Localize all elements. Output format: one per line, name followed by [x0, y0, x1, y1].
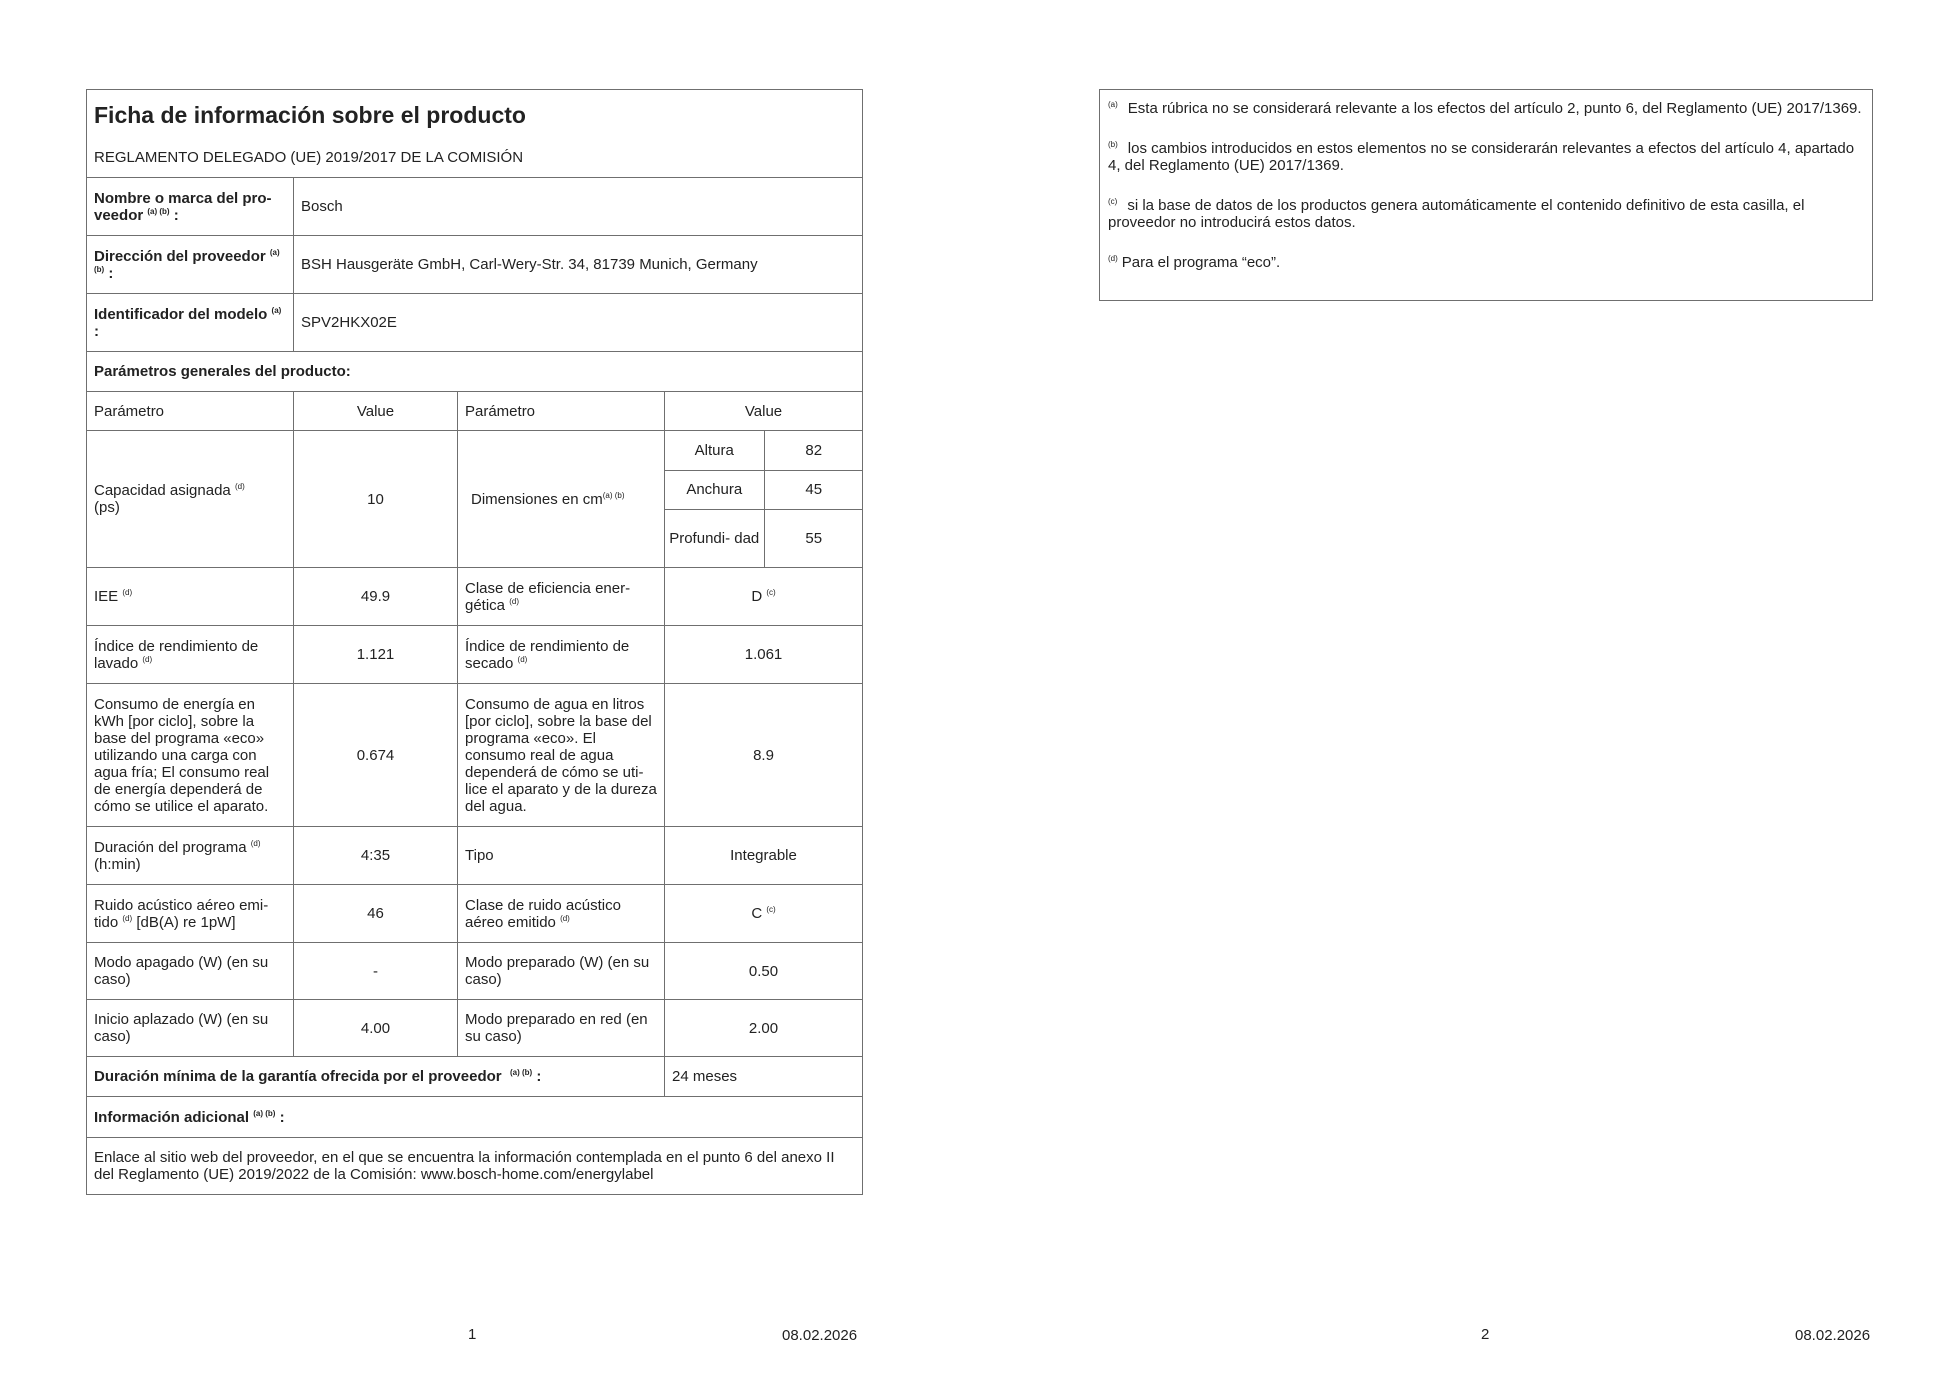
energy-class-label: Clase de eficiencia ener- gética $^{(d)}$ [458, 568, 665, 626]
capacity-label: Capacidad asignada $^{(d)}$ (ps) [87, 431, 294, 568]
date-1: 08.02.2026 [782, 1327, 858, 1344]
wash-index-value: 1.121 [294, 626, 458, 684]
supplier-label: Nombre o marca del pro- veedor $^{(a) (b)}$ : [87, 178, 294, 236]
standby-value: 0.50 [665, 943, 863, 1000]
address-label: Dirección del proveedor $^{(a) (b)}$ : [87, 236, 294, 294]
product-info-table [86, 89, 863, 1195]
water-consumption-value: 8.9 [665, 684, 863, 827]
energy-class-value: D $^{(c)}$ [665, 568, 863, 626]
col-header-param-2: Parámetro [458, 392, 665, 431]
type-value: Integrable [665, 827, 863, 885]
sheet-title: Ficha de información sobre el producto [94, 101, 526, 128]
col-header-param-1: Parámetro [87, 392, 294, 431]
dimensions-label: Dimensiones en $cm^{(a) (b)}$ [458, 431, 665, 568]
address-value: BSH Hausgeräte GmbH, Carl-Wery-Str. 34, 81739 Munich, Germany [294, 236, 863, 294]
footnote-a: $^{(a)}$ Esta rúbrica no se considerará relevante a los efectos del artículo 2, punto 6, del Reglamento (UE) 2017/1369. [1108, 100, 1862, 117]
iee-value: 49.9 [294, 568, 458, 626]
energy-consumption-label: Consumo de energía en kWh [por ciclo], sobre la base del programa «eco» utilizando una carga con agua fría; El consumo real de energía dependerá de cómo se utilice el aparato. [87, 684, 294, 827]
dimensions-values [665, 431, 863, 568]
network-standby-value: 2.00 [665, 1000, 863, 1057]
depth-label: Profundi- dad [665, 509, 764, 567]
water-consumption-label: Consumo de agua en litros [por ciclo], sobre la base del programa «eco». El consumo real de agua dependerá de cómo se uti- lice el aparato y de la dureza del agua. [458, 684, 665, 827]
wash-index-label: Índice de rendimiento de lavado $^{(d)}$ [87, 626, 294, 684]
iee-label: IEE $^{(d)}$ [87, 568, 294, 626]
date-2: 08.02.2026 [1795, 1327, 1871, 1344]
duration-label: Duración del programa $^{(d)}$ (h:min) [87, 827, 294, 885]
noise-label: Ruido acústico aéreo emi- tido $^{(d)}$ [dB(A) re 1pW] [87, 885, 294, 943]
noise-class-label: Clase de ruido acústico aéreo emitido $^{(d)}$ [458, 885, 665, 943]
depth-value: 55 [805, 529, 823, 547]
network-standby-label: Modo preparado en red (en su caso) [458, 1000, 665, 1057]
delay-start-label: Inicio aplazado (W) (en su caso) [87, 1000, 294, 1057]
height-value: 82 [764, 431, 863, 470]
regulation-subtitle: REGLAMENTO DELEGADO (UE) 2019/2017 DE LA COMISIÓN [94, 148, 524, 166]
general-params-heading: Parámetros generales del producto: [87, 352, 863, 392]
dry-index-value: 1.061 [665, 626, 863, 684]
height-label: Altura [665, 431, 764, 470]
footnote-b: $^{(b)}$ los cambios introducidos en estos elementos no se considerarán relevantes a efectos del artículo 4, apartado 4, del Reglamento (UE) 2017/1369. [1108, 140, 1855, 174]
capacity-value: 10 [294, 431, 458, 568]
energy-consumption-value: 0.674 [294, 684, 458, 827]
footnotes-box [1099, 89, 1873, 301]
dimensions-table [665, 431, 863, 567]
product-info-sheet [86, 89, 863, 1195]
off-mode-value: - [294, 943, 458, 1000]
width-value: 45 [764, 470, 863, 509]
model-value: SPV2HKX02E [294, 294, 863, 352]
width-label: Anchura [665, 470, 764, 509]
page-number-1: 1 [468, 1326, 477, 1343]
col-header-value-1: Value [294, 392, 458, 431]
footnote-d: $^{(d)}$ Para el programa “eco”. [1108, 254, 1281, 271]
col-header-value-2: Value [665, 392, 863, 431]
delay-start-value: 4.00 [294, 1000, 458, 1057]
dry-index-label: Índice de rendimiento de secado $^{(d)}$ [458, 626, 665, 684]
type-label: Tipo [458, 827, 665, 885]
duration-value: 4:35 [294, 827, 458, 885]
warranty-label: Duración mínima de la garantía ofrecida por el proveedor $^{(a) (b)}$ : [87, 1057, 665, 1097]
warranty-value: 24 meses [665, 1057, 863, 1097]
noise-class-value: C $^{(c)}$ [665, 885, 863, 943]
footnote-c: $^{(c)}$ si la base de datos de los productos genera automáticamente el contenido definitivo de esta casilla, el proveedor no introducirá estos datos. [1108, 197, 1805, 231]
supplier-link-text: Enlace al sitio web del proveedor, en el que se encuentra la información contemplada en el punto 6 del anexo II del Reglamento (UE) 2019/2022 de la Comisión: www.bosch-home.com/energylabel [87, 1138, 863, 1195]
sheet-header [87, 90, 863, 178]
model-label: Identificador del modelo $^{(a)}$ : [87, 294, 294, 352]
off-mode-label: Modo apagado (W) (en su caso) [87, 943, 294, 1000]
additional-info-label: Información adicional $^{(a) (b)}$ : [87, 1097, 863, 1138]
standby-label: Modo preparado (W) (en su caso) [458, 943, 665, 1000]
page-number-2: 2 [1481, 1326, 1490, 1343]
noise-value: 46 [294, 885, 458, 943]
supplier-value: Bosch [294, 178, 863, 236]
